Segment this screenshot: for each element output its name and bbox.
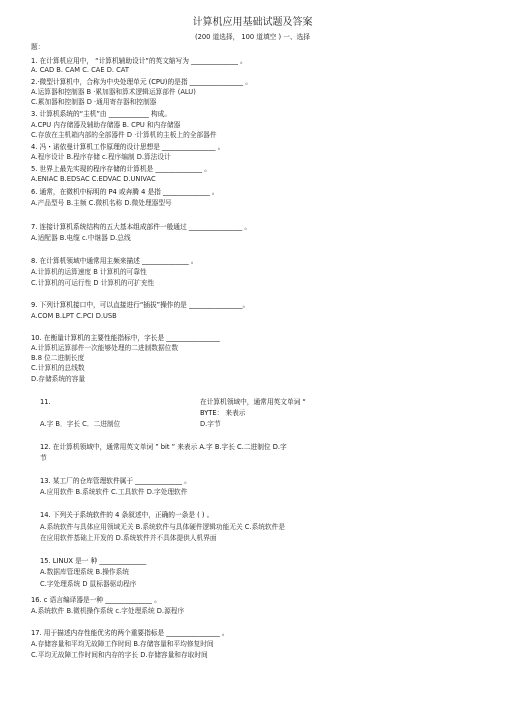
option-10b: B.8 位二进制长度 — [31, 354, 85, 362]
options-2a: A.运算器和控制器 B ·累加器和算术逻辑运算部件 (ALU) — [31, 88, 196, 96]
options-13: A.应用软件 B.系统软件 C.工具软件 D.字处理软件 — [40, 488, 188, 496]
page-subtitle: (200 道选择， 100 道填空 ) 一、选择 — [195, 33, 310, 41]
question-11-text-2: BYTE： 来表示 — [200, 409, 246, 417]
options-5: A.ENIAC B.EDSAC C.EDVAC D.UNIVAC — [31, 175, 156, 183]
options-1: A. CAD B. CAM C. CAE D. CAT — [31, 66, 129, 74]
options-11: A.字 B．字长 C．二进制位 — [40, 420, 121, 428]
page-title: 计算机应用基础试题及答案 — [192, 17, 313, 28]
question-13: 13. 某工厂的仓库管理软件属于 ______________ 。 — [40, 477, 191, 485]
options-4: A.程序设计 B.程序存储 c.程序编制 D.算法设计 — [31, 153, 171, 161]
options-3b: C.存放在主机箱内部的全部器件 D ·计算机的主板上的全部器件 — [31, 131, 217, 139]
options-15b: C.字处理系统 D 鼠标器驱动程序 — [40, 580, 137, 588]
question-12-wrap: 节 — [40, 454, 47, 462]
options-11-d: D.字节 — [200, 420, 221, 428]
option-10a: A.计算机运算部件一次能够处理的二进制数据位数 — [31, 344, 179, 352]
question-8: 8. 在计算机领域中通常用主频来描述 ______________ 。 — [31, 257, 198, 265]
question-5: 5. 世界上最先实现的程序存储的计算机是 ______________ 。 — [31, 165, 211, 173]
options-6: A.产品型号 B.主频 C.微机名称 D.微处理器型号 — [31, 199, 172, 207]
option-10c: C.计算机的总线数 — [31, 364, 85, 372]
option-10d: D.存储系统的容量 — [31, 375, 86, 383]
question-10: 10. 在衡量计算机的主要性能指标中，字长是 ________________ — [31, 334, 220, 342]
question-4: 4. 冯・诺依曼计算机工作原理的设计思想是 ________________ 。 — [31, 143, 225, 151]
question-3: 3. 计算机系统的“主机”由 ____________ 构成。 — [31, 110, 172, 118]
options-2b: C.累加器和控制器 D ·通用寄存器和控制器 — [31, 98, 157, 106]
question-12: 12. 在计算机领域中，通常用英文单词 ” bit ” 来表示 A.字 B.字长 C.二进制位 D.字 — [40, 443, 287, 451]
question-16: 16. c 语言编译器是一种 ______________ 。 — [31, 596, 161, 604]
question-14: 14. 下列关于系统软件的 4 条叙述中，正确的一条是 ( ) 。 — [40, 511, 214, 519]
question-11-number: 11. — [40, 398, 51, 406]
question-9: 9. 下列计算机接口中，可以直接进行“插拔”操作的是 ________________。 — [31, 301, 250, 309]
options-8b: C.计算机的可运行性 D 计算机的可扩充性 — [31, 279, 155, 287]
question-1: 1. 在计算机应用中， “计算机辅助设计”的英文缩写为 ______________ 。 — [31, 57, 247, 65]
options-17a: A.存储容量和平均无故障工作时间 B.存储容量和平均修复时间 — [31, 640, 214, 648]
options-8a: A.计算机的运算速度 B 计算机的可靠性 — [31, 268, 147, 276]
question-15: 15. LINUX 是一 种 ______________ — [40, 557, 147, 565]
question-17: 17. 用于描述内存性能优劣的两个重要指标是 ________________ 。 — [31, 629, 229, 637]
question-11-text: 在计算机领域中，通常用英文单词 “ — [200, 398, 306, 406]
options-9: A.COM B.LPT C.PCI D.USB — [31, 312, 117, 320]
options-3a: A.CPU 内存储器及辅助存储器 B. CPU 和内存储器 — [31, 121, 181, 129]
options-7: A.适配器 B.电缆 c.中继器 D.总线 — [31, 234, 131, 242]
question-6: 6. 通常，在微机中标明的 P4 或奔腾 4 是指 ______________ 。 — [31, 188, 219, 196]
section-heading: 题： — [31, 43, 45, 51]
options-16: A.系统软件 B.微机操作系统 c.字处理系统 D.源程序 — [31, 607, 185, 615]
options-15a: A.数据库管理系统 B.操作系统 — [40, 568, 129, 576]
question-7: 7. 连接计算机系统结构的五大基本组成部件一般通过 ________________ 。 — [31, 223, 252, 231]
options-17b: C.平均无故障工作时间和内存的字长 D.存储容量和存取时间 — [31, 651, 208, 659]
options-14b: 在应用软件基础上开发的 D.系统软件并不具体提供人机界面 — [40, 534, 217, 542]
question-2: 2.·微型计算机中，合称为中央处理单元 (CPU)的是指 ________________ 。 — [31, 78, 252, 86]
options-14a: A.系统软件与具体应用领域无关 B.系统软件与具体硬件逻辑功能无关 C.系统软件是 — [40, 523, 286, 531]
